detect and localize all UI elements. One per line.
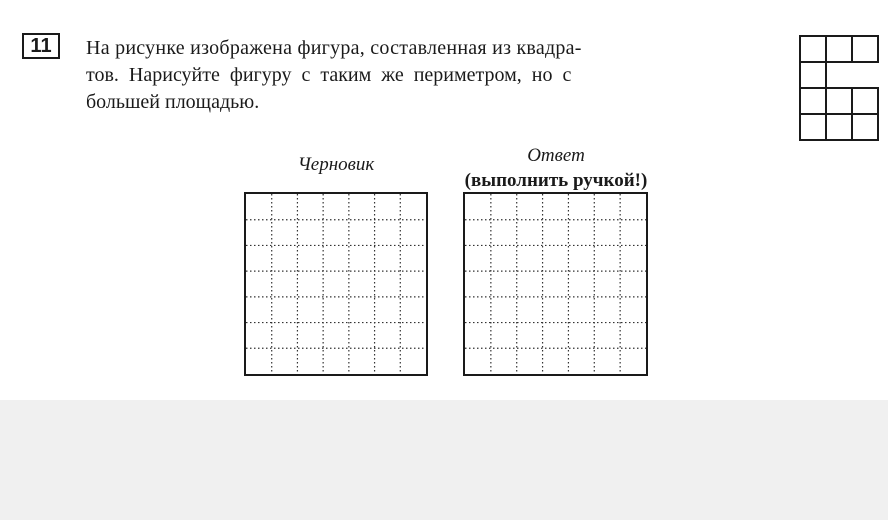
task-text-line: На рисунке изображена фигура, составленная из квадра-	[86, 37, 582, 59]
figure-square	[800, 114, 826, 140]
answer-note: (выполнить ручкой!)	[464, 170, 648, 191]
answer-label: Ответ	[527, 145, 585, 166]
draft-grid[interactable]	[244, 192, 428, 376]
figure-square	[852, 114, 878, 140]
figure-square	[852, 36, 878, 62]
figure-square	[826, 88, 852, 114]
answer-grid-lines	[465, 194, 646, 374]
task-text	[86, 35, 686, 116]
figure-square	[826, 36, 852, 62]
square-figure-drawing	[799, 35, 881, 141]
draft-grid-lines	[246, 194, 426, 374]
task-text-line: тов. Нарисуйте фигуру с таким же периметром, но с	[86, 64, 572, 86]
figure-square	[826, 114, 852, 140]
task-text-line: большей площадью.	[86, 91, 260, 113]
figure-square	[800, 88, 826, 114]
figure-square	[852, 88, 878, 114]
answer-grid[interactable]	[463, 192, 648, 376]
square-figure	[799, 35, 881, 146]
figure-square	[800, 36, 826, 62]
task-number: 11	[22, 33, 60, 59]
draft-label: Черновик	[297, 154, 375, 175]
figure-square	[800, 62, 826, 88]
